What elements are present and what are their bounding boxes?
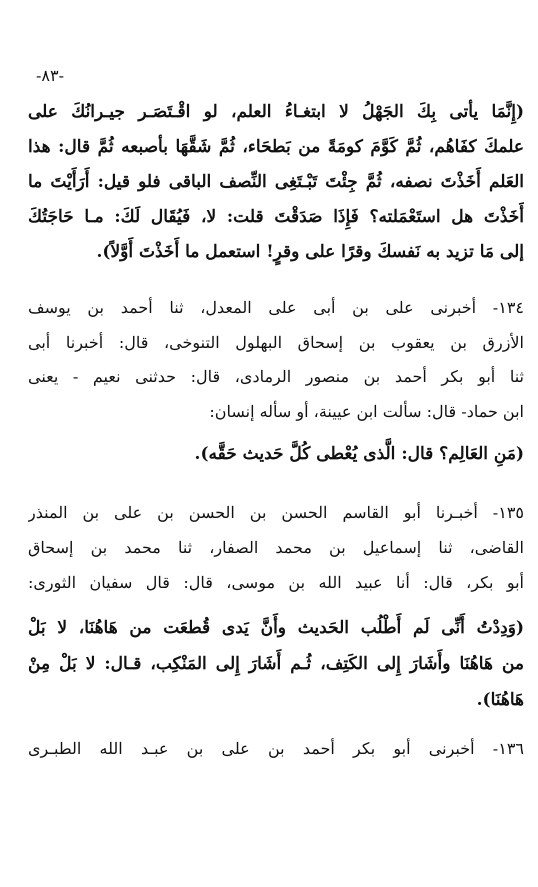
text-line: ١٣٤- أخبرنى على بن أبى على المعدل، ثنا أحمد بن يوسف: [28, 298, 524, 317]
text-line: ١٣٦- أخبرنى أبو بكر أحمد بن على بن عبـد الله الطبـرى: [28, 739, 524, 758]
text-line: أَخَذْتَ هل استَعْمَلته؟ فَإِذَا صَدَقْتَ قلت: لا، فَيُقَال لَكَ: مـا حَاجَتُكَ: [28, 207, 524, 227]
text-line: الأزرق بن يعقوب بن إسحاق البهلول التنوخى، قال: أخبرنا أبى: [28, 333, 524, 352]
text-line: العَلم أَخَذْتَ نصفه، ثُمَّ جِئْتَ تَبْـتَغِى النِّصف الباقى فلو قيل: أَرَأَيْتَ ما: [28, 172, 524, 192]
text-line: ١٣٥- أخبـرنا أبو القاسم الحسن بن الحسن بن على بن المنذر: [28, 503, 524, 522]
text-line: أبو بكر، قال: أنا عبيد الله بن موسى، قال: قال سفيان الثورى:: [28, 573, 524, 592]
text-line: هَاهُنَا).: [476, 690, 524, 710]
text-line: ابن حماد- قال: سألت ابن عيينة، أو سأله إنسان:: [209, 402, 524, 421]
text-line: ثنا أبو بكر أحمد بن منصور الرمادى، قال: حدثنى نعيم - يعنى: [28, 367, 524, 386]
text-line: علمكَ كفَاهُم، ثُمَّ كَوَّمَ كومَةً من بَطحَاء، ثُمَّ شَقَّهَا بأصبعه ثُمَّ قال: هذا: [28, 137, 524, 157]
text-line: إلى مَا تزيد به نَفسكَ وقرًا على وقرٍ! استعمل ما أَخَذْتَ أَوَّلاً).: [96, 242, 524, 262]
text-line: من هَاهُنَا وأَشَارَ إِلى الكَتِف، ثُـم أَشَارَ إِلى المَنْكِب، قـال: لا بَلْ مِنْ: [28, 654, 524, 674]
text-line: (إِنَّمَا يأتى بِكَ الجَهْلُ لا ابتغـاءُ العلم، لو اقْـتَصَـر جيـرانُكَ على: [28, 102, 524, 122]
page-number: -٨٣-: [36, 66, 64, 85]
text-line: (مَنِ العَالِم؟ قال: الَّذى يُعْطى كُلَّ حَديث حَقَّه).: [194, 444, 524, 464]
text-line: القاضى، ثنا إسماعيل بن محمد الصفار، ثنا محمد بن إسحاق: [28, 538, 524, 557]
text-line: (وَدِدْتُ أَنِّى لَم أَطْلُب الحَديث وأَنَّ يَدى قُطعَت من هَاهُنَا، لا بَلْ: [28, 618, 524, 638]
